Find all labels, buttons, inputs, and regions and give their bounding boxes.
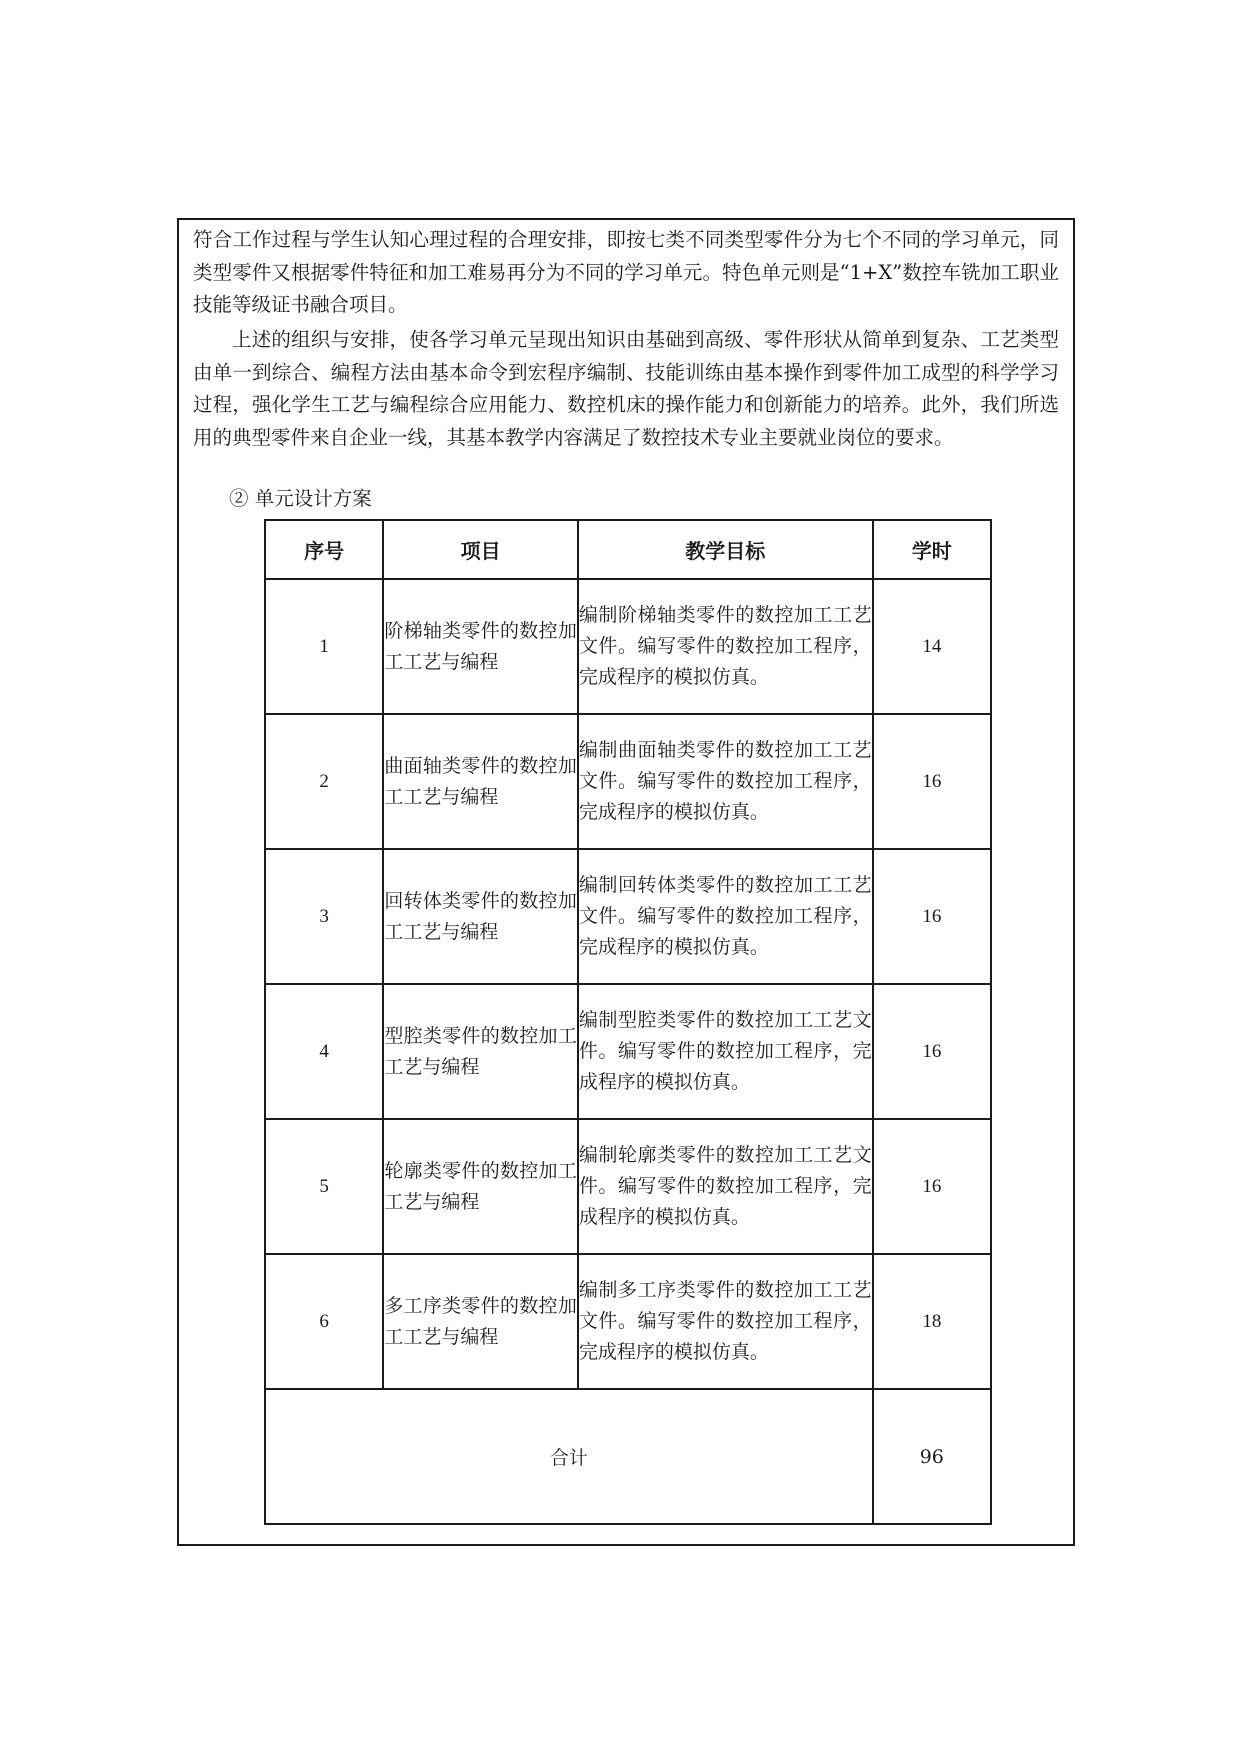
header-hours: 学时 (873, 520, 991, 579)
row-hours: 18 (873, 1254, 991, 1389)
row-goal: 编制回转体类零件的数控加工工艺文件。编写零件的数控加工程序，完成程序的模拟仿真。 (578, 849, 873, 984)
content-frame (177, 218, 1075, 1546)
table-row (265, 1119, 991, 1254)
table-row (265, 579, 991, 714)
row-hours: 16 (873, 1119, 991, 1254)
row-index: 2 (265, 714, 383, 849)
row-project: 曲面轴类零件的数控加工工艺与编程 (383, 714, 578, 849)
row-hours: 16 (873, 714, 991, 849)
row-project: 阶梯轴类零件的数控加工工艺与编程 (383, 579, 578, 714)
row-goal: 编制阶梯轴类零件的数控加工工艺文件。编写零件的数控加工程序，完成程序的模拟仿真。 (578, 579, 873, 714)
row-goal: 编制型腔类零件的数控加工工艺文件。编写零件的数控加工程序，完成程序的模拟仿真。 (578, 984, 873, 1119)
unit-design-table (264, 519, 992, 1525)
total-label: 合计 (265, 1389, 873, 1524)
row-project: 型腔类零件的数控加工工艺与编程 (383, 984, 578, 1119)
row-hours: 14 (873, 579, 991, 714)
table-total-row (265, 1389, 991, 1524)
section-heading: ② 单元设计方案 (229, 487, 372, 510)
row-index: 6 (265, 1254, 383, 1389)
row-project: 多工序类零件的数控加工工艺与编程 (383, 1254, 578, 1389)
header-index: 序号 (265, 520, 383, 579)
header-project: 项目 (383, 520, 578, 579)
body-paragraph-1: 符合工作过程与学生认知心理过程的合理安排，即按七类不同类型零件分为七个不同的学习单元，同类型零件又根据零件特征和加工难易再分为不同的学习单元。特色单元则是“1+X”数控车铣加工职业技能等级证书融合项目。 (193, 228, 1059, 316)
header-goal: 教学目标 (578, 520, 873, 579)
table-row (265, 849, 991, 984)
row-hours: 16 (873, 849, 991, 984)
row-index: 3 (265, 849, 383, 984)
table-row (265, 714, 991, 849)
row-project: 回转体类零件的数控加工工艺与编程 (383, 849, 578, 984)
row-hours: 16 (873, 984, 991, 1119)
row-index: 4 (265, 984, 383, 1119)
row-goal: 编制多工序类零件的数控加工工艺文件。编写零件的数控加工程序，完成程序的模拟仿真。 (578, 1254, 873, 1389)
table-row (265, 1254, 991, 1389)
row-project: 轮廓类零件的数控加工工艺与编程 (383, 1119, 578, 1254)
total-hours: 96 (873, 1389, 991, 1524)
row-index: 1 (265, 579, 383, 714)
body-paragraph-2: 上述的组织与安排，使各学习单元呈现出知识由基础到高级、零件形状从简单到复杂、工艺类型由单一到综合、编程方法由基本命令到宏程序编制、技能训练由基本操作到零件加工成型的科学学习过程，强化学生工艺与编程综合应用能力、数控机床的操作能力和创新能力的培养。此外，我们所选用的典型零件来自企业一线，其基本教学内容满足了数控技术专业主要就业岗位的要求。 (193, 328, 1059, 449)
row-goal: 编制曲面轴类零件的数控加工工艺文件。编写零件的数控加工程序，完成程序的模拟仿真。 (578, 714, 873, 849)
table-row (265, 984, 991, 1119)
row-index: 5 (265, 1119, 383, 1254)
row-goal: 编制轮廓类零件的数控加工工艺文件。编写零件的数控加工程序，完成程序的模拟仿真。 (578, 1119, 873, 1254)
table-header-row (265, 520, 991, 579)
